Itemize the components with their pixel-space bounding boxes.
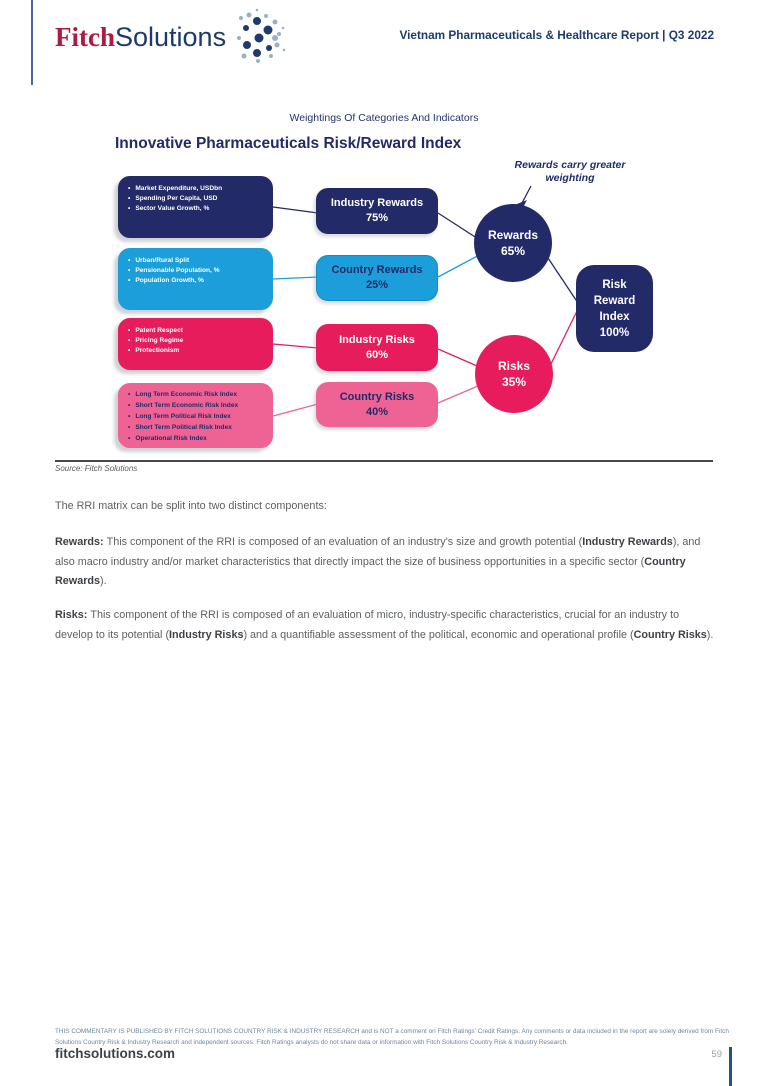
list-item: • Spending Per Capita, USD <box>128 194 267 204</box>
figure-caption: Weightings Of Categories And Indicators <box>289 112 479 124</box>
node-label-line: Reward <box>593 294 636 307</box>
figure-annotation: Rewards carry greater weighting <box>514 159 626 184</box>
list-item: • Protectionism <box>128 346 267 356</box>
node-weight: 25% <box>365 279 389 291</box>
industry-rewards-node <box>316 188 438 234</box>
node-weight: 60% <box>365 348 389 361</box>
logo-solutions-text: Solutions <box>115 21 227 52</box>
country-rewards-indicator-box <box>118 248 273 310</box>
list-item: • Short Term Economic Risk Index <box>128 400 267 411</box>
page-number: 59 <box>711 1049 722 1060</box>
industry-risks-indicator-list <box>128 326 267 357</box>
country-risks-node <box>316 382 438 427</box>
risks-paragraph: Risks: This component of the RRI is composed of an evaluation of micro, industry-specific characteristics, crucial for an industry to develop to its potential (Industry Risks) and a quantifiable assessment of the political, economic and operational profile (Country Risks). <box>55 609 714 641</box>
figure-title: Innovative Pharmaceuticals Risk/Reward Index <box>115 135 462 152</box>
industry-rewards-indicator-list <box>128 184 267 215</box>
node-label-line: Index <box>599 310 630 323</box>
figure-source: Source: Fitch Solutions <box>55 464 138 473</box>
industry-risks-node <box>316 324 438 371</box>
list-item: • Short Term Political Risk Index <box>128 422 267 433</box>
node-weight: 65% <box>500 244 526 258</box>
top-left-accent-line <box>31 0 33 85</box>
country-risks-indicator-box <box>118 383 273 448</box>
list-item: • Patent Respect <box>128 326 267 336</box>
figure-divider <box>55 460 713 462</box>
country-rewards-node <box>316 255 438 301</box>
footer-site-link[interactable]: fitchsolutions.com <box>55 1046 176 1061</box>
bottom-right-accent-line <box>729 1047 732 1086</box>
node-weight: 75% <box>365 212 389 224</box>
fitch-solutions-logo <box>55 10 286 64</box>
node-label-line: Risk <box>602 278 627 291</box>
rewards-circle-node <box>474 204 552 282</box>
country-rewards-indicator-list <box>128 256 267 287</box>
intro-paragraph: The RRI matrix can be split into two distinct components: <box>55 500 327 512</box>
node-weight: 35% <box>501 375 527 389</box>
rewards-paragraph: Rewards: This component of the RRI is composed of an evaluation of an industry's size and growth potential (Industry Rewards), and also macro industry and/or market characteristics that directly impact the size of business opportunities in a specific sector (Country Rewards). <box>55 536 701 587</box>
list-item: • Market Expenditure, USDbn <box>128 184 267 194</box>
list-item: • Long Term Political Risk Index <box>128 411 267 422</box>
list-item: • Urban/Rural Split <box>128 256 267 266</box>
logo-wordmark <box>55 22 226 53</box>
node-weight: 40% <box>365 405 389 418</box>
logo-dots-icon <box>228 8 286 64</box>
logo-fitch-text: Fitch <box>55 21 115 52</box>
risk-reward-index-node <box>576 265 653 352</box>
node-label: Risks <box>497 359 531 373</box>
industry-rewards-indicator-box <box>118 176 273 238</box>
list-item: • Operational Risk Index <box>128 433 267 444</box>
node-label: Country Risks <box>339 390 415 403</box>
country-risks-indicator-list <box>128 389 267 444</box>
list-item: • Long Term Economic Risk Index <box>128 389 267 400</box>
node-label: Industry Rewards <box>330 197 424 209</box>
list-item: • Population Growth, % <box>128 276 267 286</box>
list-item: • Pensionable Population, % <box>128 266 267 276</box>
node-label-line: 100% <box>599 326 630 339</box>
risks-circle-node <box>475 335 553 413</box>
list-item: • Sector Value Growth, % <box>128 204 267 214</box>
node-label: Country Rewards <box>331 264 423 276</box>
list-item: • Pricing Regime <box>128 336 267 346</box>
node-label: Industry Risks <box>339 333 415 346</box>
node-label: Rewards <box>487 228 539 242</box>
report-title: Vietnam Pharmaceuticals & Healthcare Report | Q3 2022 <box>399 28 714 42</box>
industry-risks-indicator-box <box>118 318 273 370</box>
footer-disclaimer: THIS COMMENTARY IS PUBLISHED BY FITCH SOLUTIONS COUNTRY RISK & INDUSTRY RESEARCH and is NOT a comment on Fitch Ratings' Credit Ratings. Any comments or data included in the report are solely derived from Fitch Solutions Country Risk & Industry Research and independent sources. Fitch Ratings analysts do not share data or information with Fitch Solutions Country Risk & Industry Research. <box>55 1028 729 1046</box>
